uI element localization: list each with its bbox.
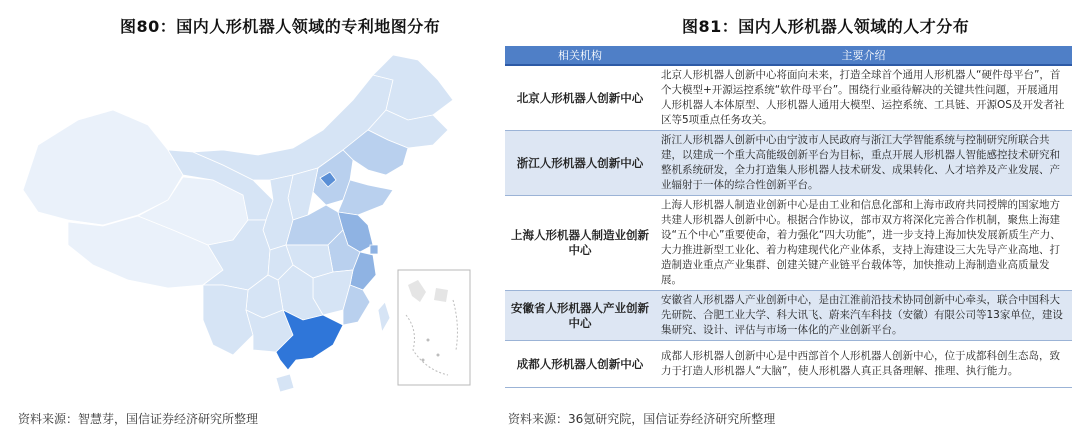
institution-name: 安徽省人形机器人产业创新中心	[505, 291, 655, 341]
region-taiwan	[378, 302, 390, 332]
figure-81-title: 图81：国内人形机器人领域的人才分布	[682, 17, 970, 36]
table-row	[505, 196, 1072, 291]
table-row	[505, 65, 1072, 131]
column-header-introduction: 主要介绍	[655, 46, 1072, 65]
institution-name: 北京人形机器人创新中心	[505, 65, 655, 131]
south-china-sea-inset	[398, 270, 470, 385]
institution-description: 成都人形机器人创新中心是中西部首个人形机器人创新中心，位于成都科创生态岛，致力于打造人形机器人“大脑”，使人形机器人真正具备理解、推理、执行能力。	[655, 341, 1072, 388]
institution-description: 安徽省人形机器人产业创新中心，是由江淮前沿技术协同创新中心牵头，联合中国科大先研院、合肥工业大学、科大讯飞、蔚来汽车科技（安徽）有限公司等13家单位，建设集研究、设计、评估与市场一体化的产业创新平台。	[655, 291, 1072, 341]
institution-description: 浙江人形机器人创新中心由宁波市人民政府与浙江大学智能系统与控制研究所联合共建，以建成一个重大高能级创新平台为目标，重点开展人形机器人智能感控技术研究和整机系统研发，全力打造集人形机器人技术研发、成果转化、人才培养及产业发展、产业辐射于一体的综合性创新平台。	[655, 131, 1072, 196]
institution-name: 成都人形机器人创新中心	[505, 341, 655, 388]
table-row	[505, 131, 1072, 196]
talent-distribution-table	[505, 46, 1072, 388]
figure-80-source: 资料来源：智慧芽，国信证券经济研究所整理	[18, 412, 259, 426]
table-row	[505, 341, 1072, 388]
region-hainan	[276, 374, 294, 392]
column-header-institution: 相关机构	[505, 46, 655, 65]
figure-81-source: 资料来源：36氪研究院，国信证券经济研究所整理	[508, 412, 776, 426]
china-map-svg	[8, 40, 488, 400]
institution-description: 北京人形机器人创新中心将面向未来，打造全球首个通用人形机器人“硬件母平台”，首个大模型+开源运控系统“软件母平台”。围绕行业亟待解决的关键共性问题，开展通用人形机器人本体原型、人形机器人通用大模型、运控系统、工具链、开源OS及开发者社区等5项重点任务攻关。	[655, 65, 1072, 131]
institution-name: 浙江人形机器人创新中心	[505, 131, 655, 196]
figure-80-title: 图80：国内人形机器人领域的专利地图分布	[120, 17, 441, 36]
patent-map	[8, 40, 488, 400]
table-row	[505, 291, 1072, 341]
region-shanghai	[370, 245, 378, 254]
region-yunnan	[203, 285, 253, 355]
institution-name: 上海人形机器人制造业创新中心	[505, 196, 655, 291]
institutions-table	[505, 46, 1072, 388]
institution-description: 上海人形机器人制造业创新中心是由工业和信息化部和上海市政府共同授牌的国家地方共建人形机器人创新中心。根据合作协议，部市双方将深化完善合作机制，聚焦上海建设“五个中心”重要使命，着力强化“四大功能”，进一步支持上海加快发展新质生产力、大力推进新型工业化、着力构建现代化产业体系，支持上海建设三大先导产业高地、打造制造业重点产业集群、创建关键产业链平台载体等，加快推动上海制造业高质量发展。	[655, 196, 1072, 291]
